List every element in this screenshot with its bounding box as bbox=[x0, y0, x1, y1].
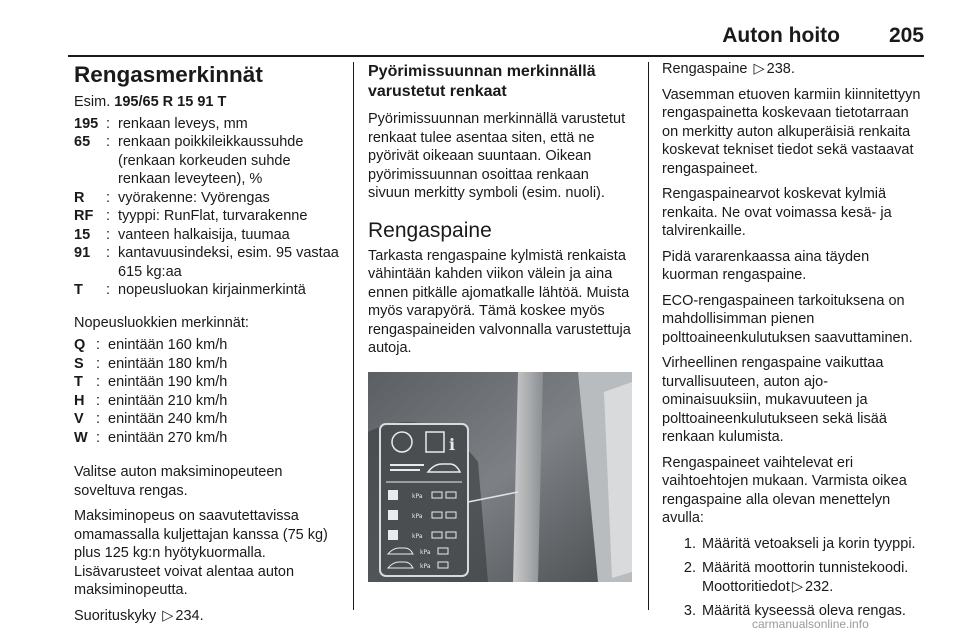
colon: : bbox=[96, 392, 101, 409]
label-kpa-text: kPa bbox=[412, 512, 423, 520]
speed-class-row bbox=[74, 429, 344, 448]
speed-class-row bbox=[74, 355, 344, 374]
reference-page[interactable]: 232. bbox=[805, 578, 834, 595]
colon: : bbox=[96, 429, 101, 446]
colon: : bbox=[96, 337, 101, 353]
reference-tire-pressure bbox=[662, 60, 926, 79]
colon: : bbox=[106, 115, 111, 132]
step-number: 1. bbox=[683, 535, 696, 552]
speed-class-key: V bbox=[74, 411, 84, 427]
label-kpa-text: kPa bbox=[412, 532, 423, 540]
paragraph-cold-tires: Rengaspainearvot koskevat kylmiä renkaita. Ne ovat voimassa kesä- ja talvirenkaille. bbox=[662, 186, 892, 239]
column-1 bbox=[74, 60, 344, 632]
ref-arrow-icon[interactable]: ▷ bbox=[162, 607, 174, 624]
step-text-with-ref bbox=[702, 559, 926, 596]
definition-key: 15 bbox=[74, 226, 91, 243]
heading-tire-markings: Rengasmerkinnät bbox=[74, 62, 263, 87]
step-text: Määritä moottorin tunnistekoodi. Moottoritiedot bbox=[702, 560, 909, 595]
definition-value: kantavuusindeksi, esim. 95 vastaa 615 kg:aa bbox=[118, 245, 339, 280]
definition-key: 65 bbox=[74, 134, 91, 150]
speed-classes-intro: Nopeusluokkien merkinnät: bbox=[74, 314, 249, 331]
speed-class-row bbox=[74, 373, 344, 392]
definition-key: 91 bbox=[74, 245, 91, 261]
speed-class-key: W bbox=[74, 429, 88, 446]
colon: : bbox=[106, 226, 111, 243]
column-2 bbox=[368, 60, 632, 582]
label-kpa-text: kPa bbox=[420, 548, 431, 556]
definition-row bbox=[74, 281, 344, 300]
watermark: carmanualsonline.info bbox=[752, 617, 869, 631]
example-value: 195/65 R 15 91 T bbox=[114, 94, 227, 110]
step-number: 3. bbox=[683, 603, 696, 619]
example-label: Esim. bbox=[74, 94, 111, 110]
label-kpa-text: kPa bbox=[412, 492, 423, 500]
definition-row bbox=[74, 226, 344, 245]
list-item bbox=[662, 559, 926, 596]
definition-value: vyörakenne: Vyörengas bbox=[118, 189, 270, 206]
procedure-list bbox=[662, 535, 926, 621]
paragraph-max-speed: Maksiminopeus on saavutettavissa omamassalla kuljettajan kanssa (75 kg) plus 125 kg:n hyötykuormalla. Lisävarusteet voivat alentaa auton maksiminopeutta. bbox=[74, 508, 328, 598]
definition-value: tyyppi: RunFlat, turvarakenne bbox=[118, 208, 308, 224]
list-item bbox=[662, 535, 926, 554]
header-rule bbox=[68, 55, 924, 57]
definition-value: renkaan poikkileikkaussuhde (renkaan korkeuden suhde renkaan leveyteen), % bbox=[118, 134, 304, 187]
reference-label: Suorituskyky bbox=[74, 607, 157, 624]
definition-key: R bbox=[74, 189, 85, 206]
heading-tire-pressure: Rengaspaine bbox=[368, 218, 492, 242]
definition-row bbox=[74, 133, 344, 189]
speed-class-value: enintään 270 km/h bbox=[108, 429, 228, 446]
speed-class-row bbox=[74, 336, 344, 355]
colon: : bbox=[106, 208, 111, 224]
colon: : bbox=[106, 245, 111, 261]
ref-arrow-icon[interactable]: ▷ bbox=[791, 578, 804, 595]
definition-row bbox=[74, 189, 344, 208]
step-text: Määritä kyseessä oleva rengas. bbox=[702, 603, 906, 619]
section-title: Auton hoito bbox=[722, 24, 840, 47]
speed-class-row bbox=[74, 392, 344, 411]
definition-row bbox=[74, 244, 344, 281]
step-number: 2. bbox=[683, 560, 696, 576]
colon: : bbox=[96, 355, 101, 372]
colon: : bbox=[106, 282, 111, 298]
page-header bbox=[0, 0, 960, 58]
reference-performance bbox=[74, 607, 344, 626]
page-number: 205 bbox=[888, 24, 924, 47]
ref-arrow-icon[interactable]: ▷ bbox=[753, 61, 765, 77]
label-kpa-text: kPa bbox=[420, 562, 431, 570]
heading-directional-tires: Pyörimissuunnan merkinnällä varustetut renkaat bbox=[368, 63, 596, 100]
paragraph-select-tire: Valitse auton maksiminopeuteen soveltuva rengas. bbox=[74, 464, 283, 499]
speed-class-list bbox=[74, 336, 344, 447]
definition-row bbox=[74, 115, 344, 134]
definition-row bbox=[74, 207, 344, 226]
paragraph-pressure-varies: Rengaspaineet vaihtelevat eri vaihtoehtojen mukaan. Varmista oikea rengaspaine alla olevan menettelyn avulla: bbox=[662, 454, 907, 526]
definition-value: vanteen halkaisija, tuumaa bbox=[118, 226, 290, 243]
speed-class-value: enintään 160 km/h bbox=[108, 337, 228, 353]
column-divider bbox=[353, 62, 354, 610]
speed-class-key: T bbox=[74, 374, 83, 390]
step-text: Määritä vetoakseli ja korin tyyppi. bbox=[702, 535, 916, 552]
reference-label: Rengaspaine bbox=[662, 61, 748, 77]
speed-class-value: enintään 180 km/h bbox=[108, 355, 228, 372]
column-3 bbox=[662, 60, 926, 627]
paragraph-eco-pressure: ECO-rengaspaineen tarkoituksena on mahdollisimman pienen polttoaineenkulutuksen saavuttaminen. bbox=[662, 292, 913, 346]
paragraph-directional-tires: Pyörimissuunnan merkinnällä varustetut renkaat tulee asentaa siten, että ne pyörivät oikeaan suuntaan. Oikean pyörimissuunnan osoittaa renkaan sivuun merkitty symboli (esim. nuoli). bbox=[368, 111, 626, 201]
speed-class-value: enintään 190 km/h bbox=[108, 374, 228, 390]
colon: : bbox=[106, 189, 111, 206]
svg-text:i: i bbox=[449, 434, 456, 454]
speed-class-key: Q bbox=[74, 337, 86, 353]
definition-key: RF bbox=[74, 208, 94, 224]
paragraph-spare-tire: Pidä vararenkaassa aina täyden kuorman rengaspaine. bbox=[662, 248, 870, 283]
reference-page[interactable]: 234. bbox=[175, 607, 204, 624]
definition-value: renkaan leveys, mm bbox=[118, 115, 248, 132]
reference-page[interactable]: 238. bbox=[766, 61, 795, 77]
colon: : bbox=[96, 374, 101, 390]
speed-class-value: enintään 240 km/h bbox=[108, 411, 228, 427]
paragraph-check-pressure: Tarkasta rengaspaine kylmistä renkaista vähintään kahden viikon välein ja aina ennen pitkälle ajomatkalle lähtöä. Muista myös varapyörä. Tämä koskee myös rengaspaineiden valvonnalla varustettuja autoja. bbox=[368, 247, 631, 356]
tire-pressure-label-image bbox=[368, 372, 632, 582]
paragraph-door-label: Vasemman etuoven karmiin kiinnitettyyn rengaspainetta koskevaan tietotarraan on merkitty auton alkuperäisiä renkaita koskevat tekniset tiedot sekä vastaavat rengaspaineet. bbox=[662, 86, 921, 177]
definition-value: nopeusluokan kirjainmerkintä bbox=[118, 282, 306, 298]
speed-class-key: S bbox=[74, 355, 84, 372]
speed-class-value: enintään 210 km/h bbox=[108, 392, 228, 409]
column-divider bbox=[648, 62, 649, 610]
speed-class-row bbox=[74, 410, 344, 429]
colon: : bbox=[96, 411, 101, 427]
door-pillar-illustration bbox=[368, 372, 632, 582]
definition-key: T bbox=[74, 282, 83, 298]
example-line bbox=[74, 93, 344, 112]
paragraph-wrong-pressure: Virheellinen rengaspaine vaikuttaa turvallisuuteen, auton ajo-ominaisuuksiin, mukavuuteen ja polttoaineenkulutukseen sekä lisää renkaan kulumista. bbox=[662, 355, 887, 445]
tire-code-definitions bbox=[74, 115, 344, 300]
definition-key: 195 bbox=[74, 115, 99, 132]
speed-class-key: H bbox=[74, 392, 85, 409]
colon: : bbox=[106, 134, 111, 150]
